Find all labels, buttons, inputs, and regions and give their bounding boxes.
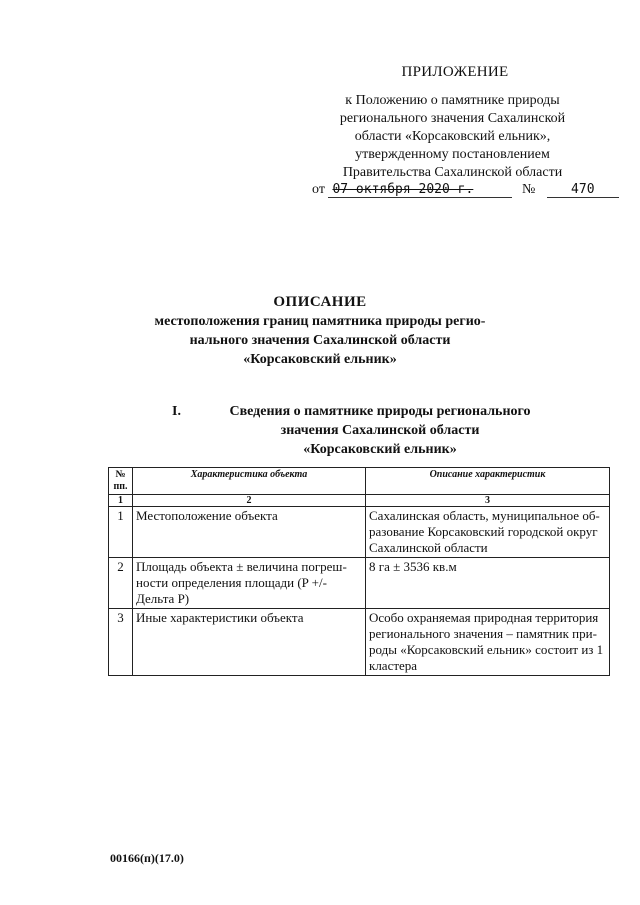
row-number: 1 <box>109 507 133 558</box>
subtitle-line: «Корсаковский ельник» <box>243 352 397 367</box>
table-row <box>109 507 610 558</box>
appendix-line: Правительства Сахалинской области <box>342 165 563 180</box>
appendix-reference <box>300 92 605 182</box>
table-header-row <box>109 468 610 495</box>
section-title-line: «Корсаковский ельник» <box>303 442 457 457</box>
column-number: 1 <box>109 495 133 507</box>
appendix-line: к Положению о памятнике природы <box>345 93 560 108</box>
table-row <box>109 558 610 609</box>
appendix-title: ПРИЛОЖЕНИЕ <box>401 64 509 80</box>
appendix-line: утвержденному постановлением <box>355 147 550 162</box>
header-number: № пп. <box>109 468 133 495</box>
subtitle-line: нального значения Сахалинской области <box>189 333 451 348</box>
description-subtitle <box>140 312 500 369</box>
column-number: 3 <box>366 495 610 507</box>
row-characteristic: Иные характеристики объекта <box>133 609 366 676</box>
description-title: ОПИСАНИЕ <box>273 294 367 310</box>
subtitle-line: местоположения границ памятника природы регио- <box>154 314 486 329</box>
section-title-line: значения Сахалинской области <box>280 423 480 438</box>
row-characteristic: Местоположение объекта <box>133 507 366 558</box>
row-description: Сахалинская область, муниципальное об-разование Корсаковский городской округ Сахалинской области <box>366 507 610 558</box>
table-row <box>109 609 610 676</box>
number-sign: № <box>521 182 536 197</box>
document-code: 00166(п)(17.0) <box>110 851 184 865</box>
row-description: 8 га ± 3536 кв.м <box>366 558 610 609</box>
date-prefix: от <box>312 182 325 197</box>
appendix-line: регионального значения Сахалинской <box>339 111 566 126</box>
section-number: I. <box>172 404 181 419</box>
column-number: 2 <box>133 495 366 507</box>
column-number-row <box>109 495 610 507</box>
header-description: Описание характеристик <box>366 468 610 495</box>
section-title-line: Сведения о памятнике природы регионального <box>229 404 531 419</box>
appendix-line: области «Корсаковский ельник», <box>354 129 551 144</box>
decree-date: 07 октября 2020 г. <box>328 182 512 198</box>
row-number: 2 <box>109 558 133 609</box>
object-info-table <box>108 467 610 676</box>
row-characteristic: Площадь объекта ± величина погреш-ности определения площади (P +/- Дельта P) <box>133 558 366 609</box>
header-characteristic: Характеристика объекта <box>133 468 366 495</box>
row-number: 3 <box>109 609 133 676</box>
decree-date-row <box>312 182 619 198</box>
section-title <box>210 402 550 459</box>
row-description: Особо охраняемая природная территория регионального значения – памятник при-роды «Корсаковский ельник» состоит из 1 кластера <box>366 609 610 676</box>
decree-number: 470 <box>547 182 619 198</box>
